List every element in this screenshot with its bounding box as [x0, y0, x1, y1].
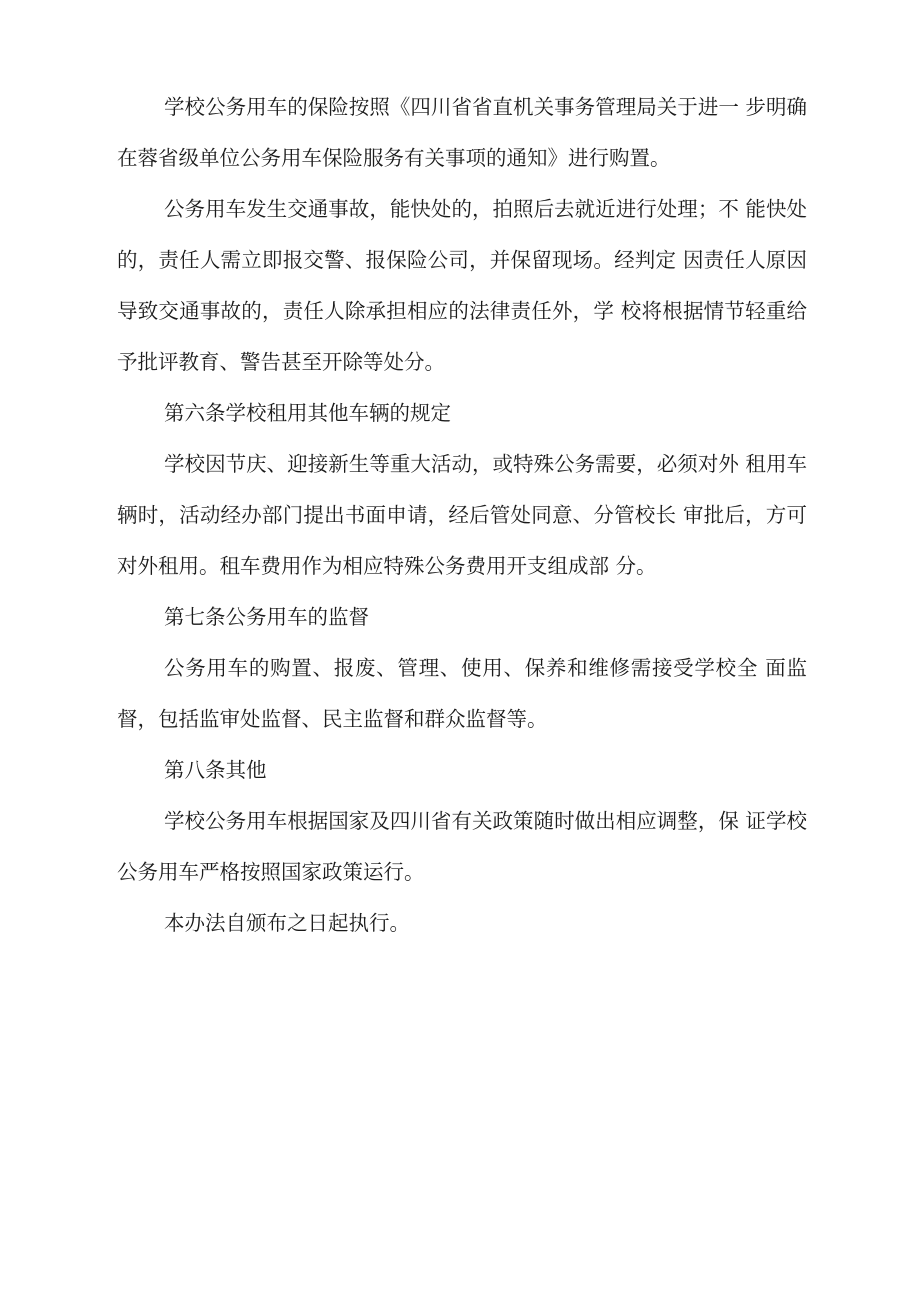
paragraph-vehicle-rental: 学校因节庆、迎接新生等重大活动，或特殊公务需要，必须对外 租用车辆时，活动经办部门提出书面申请，经后管处同意、分管校长 审批后，方可对外租用。租车费用作为相应特殊公务费用开支组成部 分。 [117, 452, 807, 578]
paragraph-traffic-accident: 公务用车发生交通事故，能快处的，拍照后去就近进行处理；不 能快处的，责任人需立即报交警、报保险公司，并保留现场。经判定 因责任人原因导致交通事故的，责任人除承担相应的法律责任外，学 校将根据情节轻重给予批评教育、警告甚至开除等处分。 [117, 197, 807, 374]
article-seven-heading: 第七条公务用车的监督 [164, 605, 369, 629]
paragraph-effective-date: 本办法自颁布之日起执行。 [164, 911, 410, 935]
document-body [117, 82, 807, 949]
paragraph-supervision: 公务用车的购置、报废、管理、使用、保养和维修需接受学校全 面监督，包括监审处监督、民主监督和群众监督等。 [117, 656, 807, 731]
article-six-heading: 第六条学校租用其他车辆的规定 [164, 401, 451, 425]
paragraph-policy-adjustment: 学校公务用车根据国家及四川省有关政策随时做出相应调整，保 证学校公务用车严格按照国家政策运行。 [117, 809, 807, 884]
article-eight-heading: 第八条其他 [164, 758, 267, 782]
paragraph-insurance: 学校公务用车的保险按照《四川省省直机关事务管理局关于进一 步明确在蓉省级单位公务用车保险服务有关事项的通知》进行购置。 [117, 95, 807, 170]
